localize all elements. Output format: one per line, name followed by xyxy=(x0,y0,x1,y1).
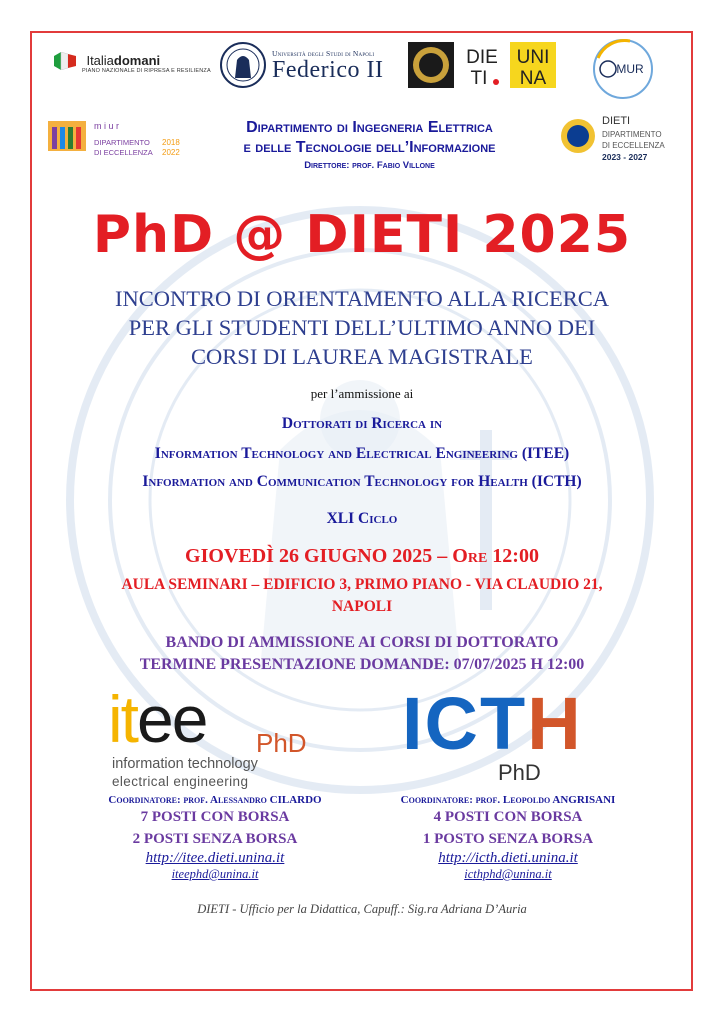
dieti-unina-logo xyxy=(408,42,556,88)
event-place: AULA SEMINARI – EDIFICIO 3, PRIMO PIANO - VIA CLAUDIO 21, NAPOLI xyxy=(121,576,603,615)
cycle: XLI Ciclo xyxy=(326,510,398,527)
federico-crest-icon xyxy=(220,42,266,88)
federico-line1: Università degli Studi di Napoli xyxy=(272,48,375,58)
director: Direttore: prof. Fabio Villone xyxy=(304,160,435,171)
svg-text:2023 - 2027: 2023 - 2027 xyxy=(602,152,648,162)
unina-letters xyxy=(510,42,556,88)
icth-url-link[interactable]: http://icth.dieti.unina.it xyxy=(438,850,578,866)
icth-info xyxy=(372,794,644,882)
icth-email-link[interactable]: icthphd@unina.it xyxy=(464,867,552,881)
itee-phd-logo: itee PhD information technology electrical engineering xyxy=(108,682,307,789)
itee-email-link[interactable]: iteephd@unina.it xyxy=(171,867,259,881)
event-date: GIOVEDÌ 26 GIUGNO 2025 – Ore 12:00 xyxy=(185,545,539,567)
itee-posti-senza: 2 POSTI SENZA BORSA xyxy=(132,831,298,847)
event-title: PhD @ DIETI 2025 xyxy=(92,205,632,265)
subtitle-line: PER GLI STUDENTI DELL’ULTIMO ANNO DEI xyxy=(128,315,596,340)
svg-text:MUR: MUR xyxy=(616,62,644,76)
subtitle-line: CORSI DI LAUREA MAGISTRALE xyxy=(191,344,533,369)
icth-coordinator: Coordinatore: prof. Leopoldo ANGRISANI xyxy=(400,794,616,806)
excellence-2018-logo xyxy=(46,115,186,164)
federico-line2: Federico II xyxy=(272,56,384,83)
event-subtitle xyxy=(32,284,692,371)
icth-posti-senza: 1 POSTO SENZA BORSA xyxy=(422,831,594,847)
svg-text:DIE: DIE xyxy=(466,47,498,68)
department-line2: e delle Tecnologie dell’Informazione xyxy=(243,139,496,156)
svg-text:UNI: UNI xyxy=(516,47,550,68)
svg-text:DIETI: DIETI xyxy=(602,115,631,127)
federico-ii-logo xyxy=(220,42,383,88)
italia-flag-icon xyxy=(54,52,76,70)
svg-text:DIPARTIMENTO: DIPARTIMENTO xyxy=(94,138,150,147)
doctorate-icth: Information and Communication Technology for Health (ICTH) xyxy=(142,473,582,490)
svg-text:NA: NA xyxy=(519,68,547,88)
bando-info: BANDO DI AMMISSIONE AI CORSI DI DOTTORATO TERMINE PRESENTAZIONE DOMANDE: 07/07/2025 H 12:00 xyxy=(139,634,585,673)
department-header xyxy=(192,118,547,171)
mur-logo xyxy=(590,38,656,100)
excellence-2023-logo xyxy=(558,110,688,171)
svg-text:DI ECCELLENZA: DI ECCELLENZA xyxy=(602,141,665,150)
italia-domani-subtitle: PIANO NAZIONALE DI RIPRESA E RESILIENZA xyxy=(82,68,211,75)
dieti-seal-icon xyxy=(408,42,454,88)
admission-intro: per l’ammissione ai xyxy=(310,386,414,401)
italia-domani-logo xyxy=(54,52,211,74)
svg-text:2022: 2022 xyxy=(162,148,180,157)
doctorate-itee: Information Technology and Electrical Engineering (ITEE) xyxy=(154,445,570,462)
doctorate-heading: Dottorati di Ricerca in xyxy=(281,415,443,432)
icth-posti-borsa: 4 POSTI CON BORSA xyxy=(433,809,583,825)
svg-text:DIPARTIMENTO: DIPARTIMENTO xyxy=(602,130,662,139)
itee-posti-borsa: 7 POSTI CON BORSA xyxy=(140,809,290,825)
svg-text:DI ECCELLENZA: DI ECCELLENZA xyxy=(94,148,153,157)
italia-domani-name: Italiadomani xyxy=(86,53,161,69)
svg-text:2018: 2018 xyxy=(162,138,180,147)
itee-url-link[interactable]: http://itee.dieti.unina.it xyxy=(145,850,285,866)
department-line1: Dipartimento di Ingegneria Elettrica xyxy=(246,119,493,136)
itee-coordinator: Coordinatore: prof. Alessandro CILARDO xyxy=(108,794,322,806)
svg-text:TI: TI xyxy=(470,68,488,88)
dieti-letters xyxy=(459,42,505,88)
itee-info xyxy=(80,794,350,882)
svg-text:m i u r: m i u r xyxy=(94,121,120,131)
subtitle-line: INCONTRO DI ORIENTAMENTO ALLA RICERCA xyxy=(114,286,610,311)
footer-note: DIETI - Ufficio per la Didattica, Capuff.: Sig.ra Adriana D’Auria xyxy=(197,902,527,916)
icth-phd-logo: ICTH PhD xyxy=(402,682,583,785)
